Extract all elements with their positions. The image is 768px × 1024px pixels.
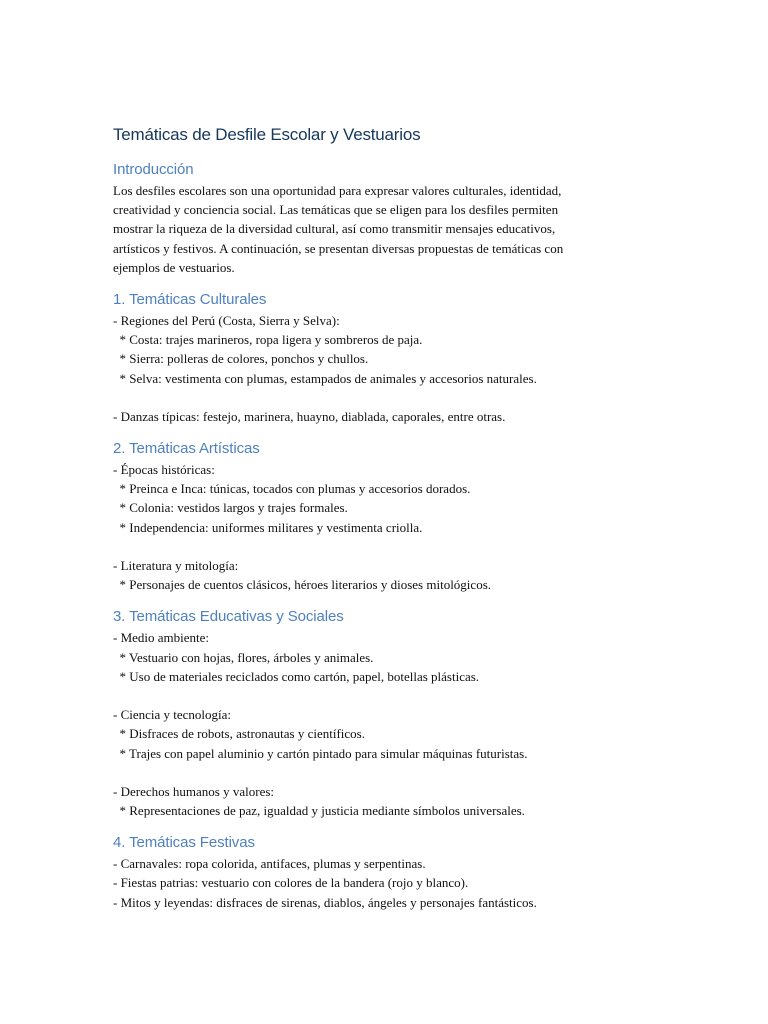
section-line: - Épocas históricas: <box>113 462 215 478</box>
intro-section <box>113 160 723 277</box>
intro-line: ejemplos de vestuarios. <box>113 259 235 275</box>
section-line: - Ciencia y tecnología: <box>113 707 232 723</box>
section-line: - Medio ambiente: <box>113 630 210 646</box>
section-line: - Carnavales: ropa colorida, antifaces, plumas y serpentinas. <box>113 856 426 872</box>
intro-line: mostrar la riqueza de la diversidad cultural, así como transmitir mensajes educativos, <box>113 221 556 237</box>
document-title: Temáticas de Desfile Escolar y Vestuarios <box>113 125 421 144</box>
intro-paragraph <box>113 181 723 277</box>
document-page <box>113 124 723 912</box>
section-line: * Costa: trajes marineros, ropa ligera y sombreros de paja. <box>113 332 423 348</box>
section-heading: 4. Temáticas Festivas <box>113 834 255 852</box>
section-heading: 1. Temáticas Culturales <box>113 290 267 308</box>
section-line: * Sierra: polleras de colores, ponchos y chullos. <box>113 351 369 367</box>
section-line: * Selva: vestimenta con plumas, estampados de animales y accesorios naturales. <box>113 370 537 386</box>
section-line: - Derechos humanos y valores: <box>113 783 275 799</box>
section-line: * Vestuario con hojas, flores, árboles y animales. <box>113 649 374 665</box>
section-line: - Literatura y mitología: <box>113 558 239 573</box>
section-educational <box>113 607 723 820</box>
section-festive <box>113 833 723 912</box>
intro-heading: Introducción <box>113 161 194 178</box>
intro-line: Los desfiles escolares son una oportunidad para expresar valores culturales, identidad, <box>113 183 562 198</box>
section-line: - Fiestas patrias: vestuario con colores de la bandera (rojo y blanco). <box>113 875 469 891</box>
section-artistic <box>113 439 723 594</box>
section-line: - Regiones del Perú (Costa, Sierra y Selva): <box>113 312 340 328</box>
section-line <box>113 388 723 407</box>
section-line: * Personajes de cuentos clásicos, héroes literarios y dioses mitológicos. <box>113 577 492 593</box>
section-heading: 3. Temáticas Educativas y Sociales <box>113 608 344 626</box>
section-line: * Uso de materiales reciclados como cartón, papel, botellas plásticas. <box>113 668 480 684</box>
section-line: * Independencia: uniformes militares y vestimenta criolla. <box>113 519 423 535</box>
section-line: * Representaciones de paz, igualdad y justicia mediante símbolos universales. <box>113 803 525 819</box>
intro-line: creatividad y conciencia social. Las temáticas que se eligen para los desfiles permiten <box>113 202 559 218</box>
section-heading: 2. Temáticas Artísticas <box>113 440 260 458</box>
section-line: * Trajes con papel aluminio y cartón pintado para simular máquinas futuristas. <box>113 745 528 761</box>
section-line: - Danzas típicas: festejo, marinera, huayno, diablada, caporales, entre otras. <box>113 408 506 424</box>
section-line <box>113 537 723 556</box>
intro-line: artísticos y festivos. A continuación, se presentan diversas propuestas de temáticas con <box>113 240 564 256</box>
section-line <box>113 763 723 782</box>
section-line: - Mitos y leyendas: disfraces de sirenas, diablos, ángeles y personajes fantásticos. <box>113 894 537 910</box>
section-line: * Preinca e Inca: túnicas, tocados con plumas y accesorios dorados. <box>113 481 471 497</box>
section-line: * Colonia: vestidos largos y trajes formales. <box>113 500 348 516</box>
section-cultural <box>113 290 723 426</box>
section-line: * Disfraces de robots, astronautas y científicos. <box>113 726 365 742</box>
section-line <box>113 686 723 705</box>
